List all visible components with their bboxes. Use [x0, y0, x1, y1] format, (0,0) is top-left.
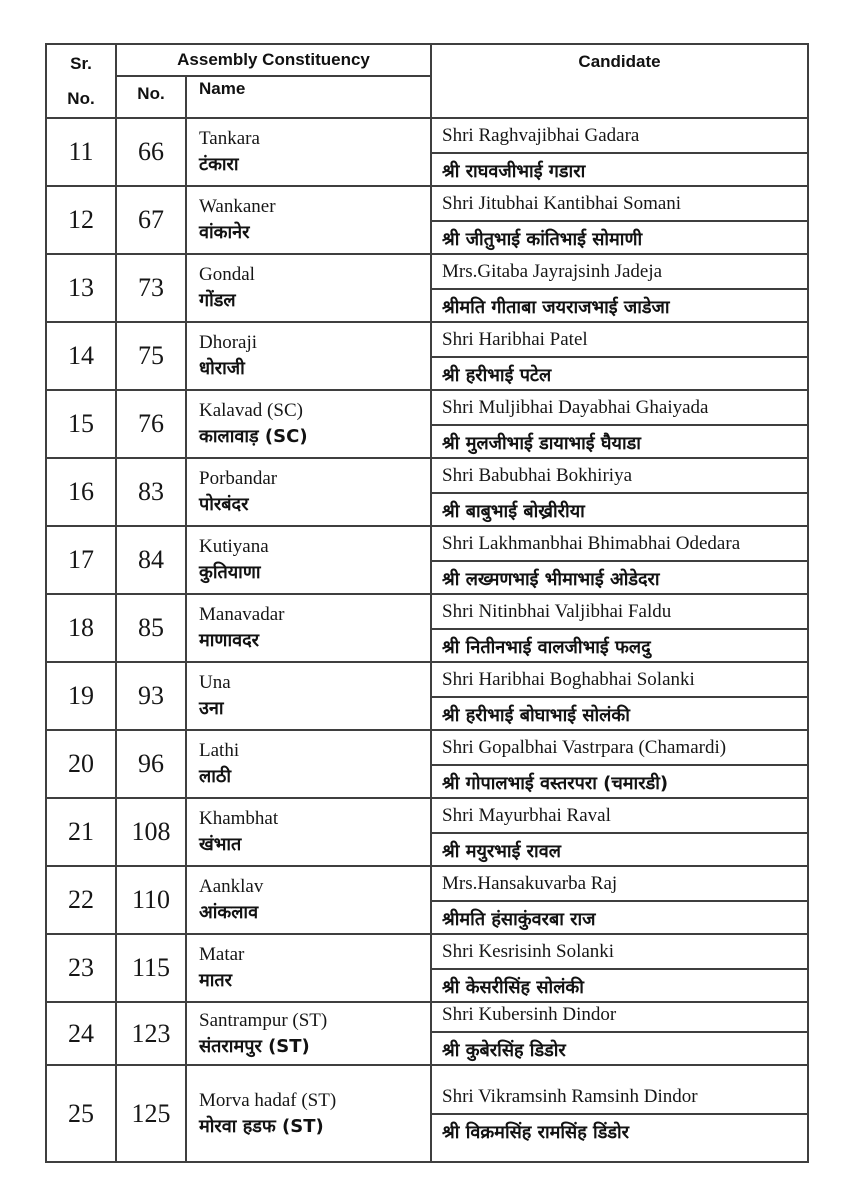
candidate-name-english: Mrs.Hansakuvarba Raj — [432, 867, 807, 902]
cell-sr-no: 23 — [46, 934, 116, 1002]
candidates-table — [45, 43, 809, 1163]
cell-candidate — [431, 526, 808, 594]
cell-ac-no: 75 — [116, 322, 186, 390]
cell-sr-no: 19 — [46, 662, 116, 730]
candidate-cell-wrap — [432, 595, 807, 661]
cell-candidate — [431, 390, 808, 458]
candidate-name-hindi: श्री मुलजीभाई डायाभाई घैयाडा — [442, 432, 641, 454]
ac-name-hindi: लाठी — [199, 766, 231, 787]
cell-sr-no: 15 — [46, 390, 116, 458]
candidate-cell-wrap — [432, 663, 807, 729]
cell-sr-no: 11 — [46, 118, 116, 186]
ac-name-english: Una — [199, 672, 231, 693]
table-row — [46, 118, 808, 186]
table-row — [46, 254, 808, 322]
cell-candidate — [431, 594, 808, 662]
candidate-name-english: Shri Muljibhai Dayabhai Ghaiyada — [432, 391, 807, 426]
cell-candidate — [431, 1002, 808, 1065]
table-row — [46, 934, 808, 1002]
ac-name-hindi: वांकानेर — [199, 222, 250, 243]
candidate-cell-wrap — [432, 459, 807, 525]
cell-sr-no: 13 — [46, 254, 116, 322]
header-sr-no — [46, 44, 116, 118]
header-sr-no-line1: Sr. — [70, 54, 92, 73]
cell-sr-no: 21 — [46, 798, 116, 866]
cell-ac-no: 110 — [116, 866, 186, 934]
ac-name-english: Gondal — [199, 264, 255, 285]
cell-ac-no: 83 — [116, 458, 186, 526]
ac-name-english: Santrampur (ST) — [199, 1009, 328, 1031]
cell-ac-name — [186, 866, 431, 934]
cell-candidate — [431, 186, 808, 254]
candidate-name-hindi: श्रीमति हंसाकुंवरबा राज — [442, 908, 596, 930]
candidate-name-hindi: श्री गोपालभाई वस्तरपरा (चमारडी) — [442, 772, 669, 794]
cell-ac-name — [186, 730, 431, 798]
cell-ac-no: 76 — [116, 390, 186, 458]
candidate-name-english: Shri Vikramsinh Ramsinh Dindor — [432, 1066, 807, 1115]
ac-name-hindi: मातर — [199, 970, 233, 991]
ac-name-hindi: पोरबंदर — [199, 494, 249, 515]
cell-ac-name — [186, 390, 431, 458]
candidate-name-hindi: श्री लख्मणभाई भीमाभाई ओडेदरा — [442, 568, 660, 590]
candidate-cell-wrap — [432, 255, 807, 321]
cell-sr-no: 12 — [46, 186, 116, 254]
table-row — [46, 1065, 808, 1162]
cell-candidate — [431, 730, 808, 798]
cell-ac-no: 84 — [116, 526, 186, 594]
candidate-cell-wrap — [432, 867, 807, 933]
cell-ac-no: 73 — [116, 254, 186, 322]
cell-sr-no: 24 — [46, 1002, 116, 1065]
cell-candidate — [431, 118, 808, 186]
candidate-name-english: Mrs.Gitaba Jayrajsinh Jadeja — [432, 255, 807, 290]
candidate-cell-wrap — [432, 1003, 807, 1064]
cell-candidate — [431, 322, 808, 390]
candidate-name-hindi: श्री कुबेरसिंह डिडोर — [442, 1040, 566, 1061]
ac-name-hindi: टंकारा — [199, 154, 239, 175]
table-row — [46, 866, 808, 934]
cell-ac-no: 85 — [116, 594, 186, 662]
cell-ac-name — [186, 1065, 431, 1162]
cell-candidate — [431, 1065, 808, 1162]
candidate-cell-wrap — [432, 119, 807, 185]
candidate-name-english: Shri Gopalbhai Vastrpara (Chamardi) — [432, 731, 807, 766]
candidate-cell-wrap — [432, 731, 807, 797]
ac-name-english: Wankaner — [199, 196, 276, 217]
cell-candidate — [431, 254, 808, 322]
table-row — [46, 186, 808, 254]
cell-sr-no: 25 — [46, 1065, 116, 1162]
candidate-name-hindi: श्री मयुरभाई रावल — [442, 840, 561, 862]
ac-name-english: Matar — [199, 944, 245, 965]
table-row — [46, 526, 808, 594]
candidate-name-hindi: श्री हरीभाई बोघाभाई सोलंकी — [442, 704, 630, 726]
cell-candidate — [431, 934, 808, 1002]
cell-sr-no: 14 — [46, 322, 116, 390]
cell-ac-no: 115 — [116, 934, 186, 1002]
ac-name-hindi: कालावाड़ (SC) — [199, 426, 308, 447]
candidate-cell-wrap — [432, 935, 807, 1001]
cell-candidate — [431, 458, 808, 526]
cell-ac-name — [186, 934, 431, 1002]
cell-candidate — [431, 866, 808, 934]
cell-ac-name — [186, 662, 431, 730]
table-row — [46, 1002, 808, 1065]
cell-ac-name — [186, 186, 431, 254]
cell-ac-no: 96 — [116, 730, 186, 798]
ac-name-hindi: उना — [199, 698, 224, 719]
cell-ac-name — [186, 254, 431, 322]
cell-ac-no: 66 — [116, 118, 186, 186]
candidate-name-english: Shri Jitubhai Kantibhai Somani — [432, 187, 807, 222]
header-ac-no: No. — [116, 76, 186, 118]
ac-name-hindi: संतरामपुर (ST) — [199, 1035, 310, 1057]
ac-name-english: Kutiyana — [199, 536, 269, 557]
cell-ac-no: 93 — [116, 662, 186, 730]
candidate-cell-wrap — [432, 187, 807, 253]
candidate-cell-wrap — [432, 527, 807, 593]
ac-name-hindi: मोरवा हडफ (ST) — [199, 1115, 324, 1137]
ac-name-english: Tankara — [199, 128, 260, 149]
table-body — [46, 118, 808, 1162]
table-row — [46, 458, 808, 526]
candidate-name-english: Shri Nitinbhai Valjibhai Faldu — [432, 595, 807, 630]
table-row — [46, 798, 808, 866]
ac-name-hindi: कुतियाणा — [199, 562, 261, 583]
table-row — [46, 322, 808, 390]
cell-candidate — [431, 662, 808, 730]
cell-sr-no: 16 — [46, 458, 116, 526]
cell-ac-name — [186, 526, 431, 594]
candidate-cell-wrap — [432, 391, 807, 457]
table-row — [46, 390, 808, 458]
candidate-name-english: Shri Babubhai Bokhiriya — [432, 459, 807, 494]
candidate-name-hindi: श्री राघवजीभाई गडारा — [442, 160, 586, 182]
candidate-name-hindi: श्री नितीनभाई वालजीभाई फलदु — [442, 636, 651, 658]
ac-name-english: Khambhat — [199, 808, 279, 829]
ac-name-hindi: धोराजी — [199, 358, 245, 379]
header-candidate: Candidate — [431, 44, 808, 118]
candidate-cell-wrap — [432, 323, 807, 389]
header-ac-name: Name — [186, 76, 431, 118]
cell-ac-name — [186, 118, 431, 186]
cell-sr-no: 18 — [46, 594, 116, 662]
ac-name-hindi: गोंडल — [199, 290, 236, 311]
cell-ac-name — [186, 594, 431, 662]
cell-candidate — [431, 798, 808, 866]
candidate-name-english: Shri Kesrisinh Solanki — [432, 935, 807, 970]
cell-sr-no: 22 — [46, 866, 116, 934]
candidate-name-hindi: श्री जीतुभाई कांतिभाई सोमाणी — [442, 228, 643, 250]
candidate-name-english: Shri Haribhai Boghabhai Solanki — [432, 663, 807, 698]
ac-name-english: Dhoraji — [199, 332, 258, 353]
candidate-name-english: Shri Haribhai Patel — [432, 323, 807, 358]
cell-ac-name — [186, 798, 431, 866]
ac-name-english: Morva hadaf (ST) — [199, 1089, 337, 1111]
cell-ac-name — [186, 1002, 431, 1065]
candidate-name-hindi: श्री बाबुभाई बोख्रीरीया — [442, 500, 585, 522]
cell-ac-no: 125 — [116, 1065, 186, 1162]
ac-name-hindi: खंभात — [199, 834, 242, 855]
ac-name-english: Kalavad (SC) — [199, 400, 303, 421]
ac-name-english: Aanklav — [199, 876, 264, 897]
candidate-name-hindi: श्रीमति गीताबा जयराजभाई जाडेजा — [442, 296, 670, 318]
cell-ac-no: 67 — [116, 186, 186, 254]
ac-name-hindi: माणावदर — [199, 630, 260, 651]
candidate-name-english: Shri Mayurbhai Raval — [432, 799, 807, 834]
cell-sr-no: 17 — [46, 526, 116, 594]
candidate-name-hindi: श्री हरीभाई पटेल — [442, 364, 552, 386]
table-header — [46, 44, 808, 118]
cell-ac-name — [186, 458, 431, 526]
candidate-cell-wrap — [432, 799, 807, 865]
ac-name-english: Lathi — [199, 740, 240, 761]
table-row — [46, 662, 808, 730]
candidate-name-hindi: श्री केसरीसिंह सोलंकी — [442, 976, 584, 998]
header-sr-no-line2: No. — [67, 89, 95, 108]
candidate-name-english: Shri Kubersinh Dindor — [432, 1003, 807, 1033]
cell-sr-no: 20 — [46, 730, 116, 798]
cell-ac-no: 123 — [116, 1002, 186, 1065]
ac-name-hindi: आंकलाव — [199, 902, 259, 923]
ac-name-english: Porbandar — [199, 468, 278, 489]
candidate-cell-wrap — [432, 1066, 807, 1161]
candidate-name-hindi: श्री विक्रमसिंह रामसिंह डिंडोर — [442, 1122, 629, 1143]
cell-ac-name — [186, 322, 431, 390]
cell-ac-no: 108 — [116, 798, 186, 866]
header-assembly-constituency: Assembly Constituency — [116, 44, 431, 76]
table-row — [46, 594, 808, 662]
ac-name-english: Manavadar — [199, 604, 285, 625]
table-row — [46, 730, 808, 798]
candidate-name-english: Shri Lakhmanbhai Bhimabhai Odedara — [432, 527, 807, 562]
candidate-name-english: Shri Raghvajibhai Gadara — [432, 119, 807, 154]
